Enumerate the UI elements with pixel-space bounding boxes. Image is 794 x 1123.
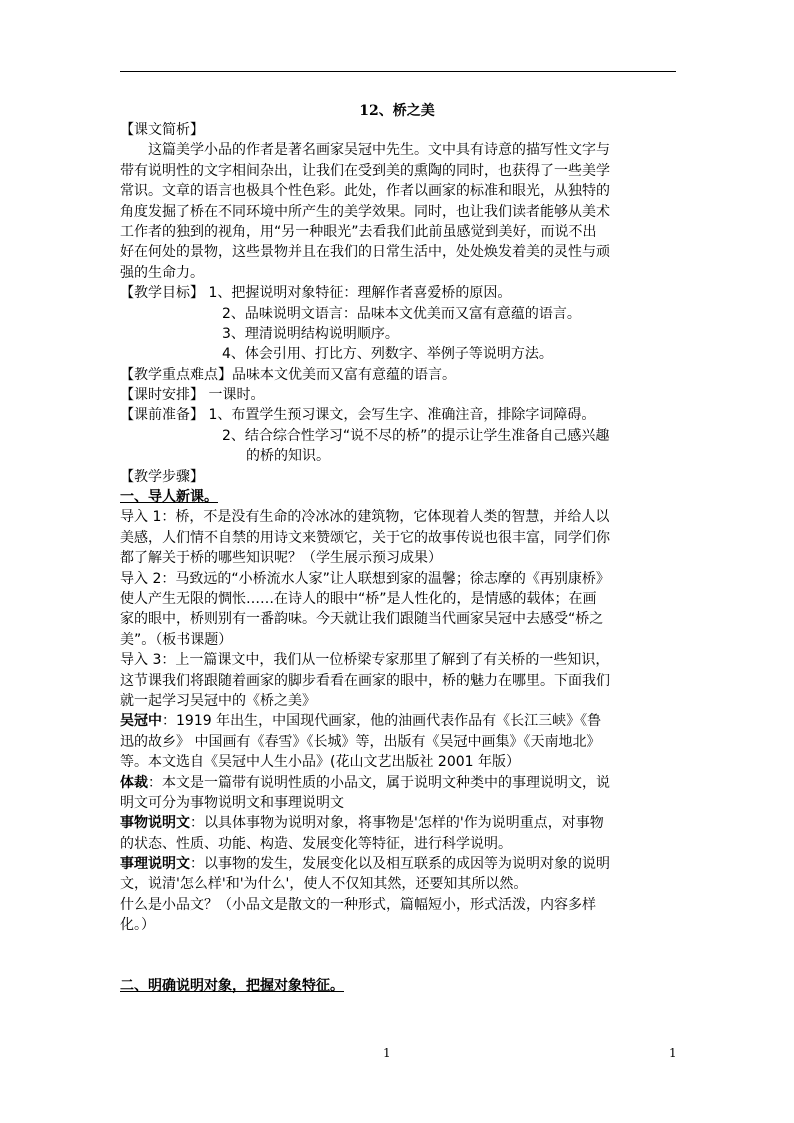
text-line: 迅的故乡》 中国画有《春雪》《长城》等，出版有《吴冠中画集》《天南地北》 xyxy=(120,733,601,750)
section-gap xyxy=(120,936,680,976)
text-line: 【教学步骤】 xyxy=(120,468,204,485)
document-body xyxy=(120,120,680,996)
page-number-left: 1 xyxy=(383,1046,391,1060)
text-line: 好在何处的景物，这些景物并且在我们的日常生活中，处处焕发着美的灵性与顽 xyxy=(120,244,610,261)
text-line: 【教学重点难点】品味本文优美而又富有意蕴的语言。 xyxy=(120,366,456,383)
text-line: 角度发掘了桥在不同环境中所产生的美学效果。同时，也让我们读者能够从美术 xyxy=(120,203,610,220)
text-line: 美感，人们情不自禁的用诗文来赞颂它，关于它的故事传说也很丰富，同学们你 xyxy=(120,529,610,546)
text-line: 文，说清'怎么样'和'为什么'，使人不仅知其然，还要知其所以然。 xyxy=(120,876,528,893)
text-line: 的桥的知识。 xyxy=(246,448,330,465)
text-line: 2、结合综合性学习“说不尽的桥”的提示让学生准备自己感兴趣 xyxy=(222,427,610,444)
term-label: 事物说明文 xyxy=(120,815,190,832)
text-line: 导入 1：桥，不是没有生命的冷冰冰的建筑物，它体现着人类的智慧，并给人以 xyxy=(120,509,610,526)
text-line: 化。） xyxy=(120,917,155,934)
document-title: 12、桥之美 xyxy=(359,103,435,119)
text-line: 家的眼中，桥则别有一番韵味。今天就让我们跟随当代画家吴冠中去感受“桥之 xyxy=(120,611,604,628)
term-label: 吴冠中 xyxy=(120,713,162,730)
text-line: 【课文简析】 xyxy=(120,122,204,138)
term-definition-line xyxy=(120,711,680,731)
text-line: 什么是小品文？（小品文是散文的一种形式，篇幅短小，形式活泼，内容多样 xyxy=(120,896,596,913)
text-line: 【课前准备】 1、布置学生预习课文，会写生字、准确注音，排除字词障碍。 xyxy=(120,407,596,424)
text-line: 带有说明性的文字相间杂出，让我们在受到美的熏陶的同时，也获得了一些美学 xyxy=(120,162,610,179)
text-line: 工作者的独到的视角，用“另一种眼光”去看我们此前虽感觉到美好，而说不出 xyxy=(120,223,597,240)
text-line: 这篇美学小品的作者是著名画家吴冠中先生。文中具有诗意的描写性文字与 xyxy=(148,142,610,159)
text-line: 这节课我们将跟随着画家的脚步看看在画家的眼中，桥的魅力在哪里。下面我们 xyxy=(120,672,610,689)
text-line: 2、品味说明文语言：品味本文优美而又富有意蕴的语言。 xyxy=(222,305,581,322)
text-line: 使人产生无限的惆怅……在诗人的眼中“桥”是人性化的，是情感的载体；在画 xyxy=(120,590,597,607)
page-number-right: 1 xyxy=(669,1046,677,1060)
term-text: ：以事物的发生，发展变化以及相互联系的成因等为说明对象的说明 xyxy=(190,856,610,873)
term-definition-line xyxy=(120,854,680,874)
term-text: ：以具体事物为说明对象，将事物是'怎样的'作为说明重点，对事物 xyxy=(190,815,604,832)
text-line: 等。本文选自《吴冠中人生小品》(花山文艺出版社 2001 年版） xyxy=(120,754,520,771)
term-label: 体裁 xyxy=(120,774,148,791)
text-line: 4、体会引用、打比方、列数字、举例子等说明方法。 xyxy=(222,346,553,363)
text-line: 都了解关于桥的哪些知识呢？（学生展示预习成果） xyxy=(120,550,442,567)
text-line: 3、理清说明结构说明顺序。 xyxy=(222,325,399,342)
text-line: 就一起学习吴冠中的《桥之美》 xyxy=(120,692,316,709)
text-line: 明文可分为事物说明文和事理说明文 xyxy=(120,794,344,811)
term-text: ：本文是一篇带有说明性质的小品文，属于说明文种类中的事理说明文，说 xyxy=(148,774,610,791)
text-line: 【课时安排】 一课时。 xyxy=(120,387,265,404)
section-heading: 二、明确说明对象，把握对象特征。 xyxy=(120,977,344,994)
section-heading: 一、导人新课。 xyxy=(120,489,218,506)
term-definition-line xyxy=(120,773,680,793)
text-line: 导入 2：马致远的“小桥流水人家”让人联想到家的温馨；徐志摩的《再别康桥》 xyxy=(120,570,610,587)
header-rule xyxy=(120,71,676,72)
term-definition-line xyxy=(120,813,680,833)
text-line: 导入 3：上一篇课文中，我们从一位桥梁专家那里了解到了有关桥的一些知识， xyxy=(120,652,610,669)
text-line: 常识。文章的语言也极具个性色彩。此处，作者以画家的标准和眼光，从独特的 xyxy=(120,183,610,200)
text-line: 强的生命力。 xyxy=(120,264,204,281)
text-line: 美”。（板书课题） xyxy=(120,631,233,648)
term-text: ：1919 年出生，中国现代画家，他的油画代表作品有《长江三峡》《鲁 xyxy=(162,713,602,730)
term-label: 事理说明文 xyxy=(120,856,190,873)
text-line: 【教学目标】 1、把握说明对象特征：理解作者喜爱桥的原因。 xyxy=(120,285,512,302)
text-line: 的状态、性质、功能、构造、发展变化等特征，进行科学说明。 xyxy=(120,835,512,852)
